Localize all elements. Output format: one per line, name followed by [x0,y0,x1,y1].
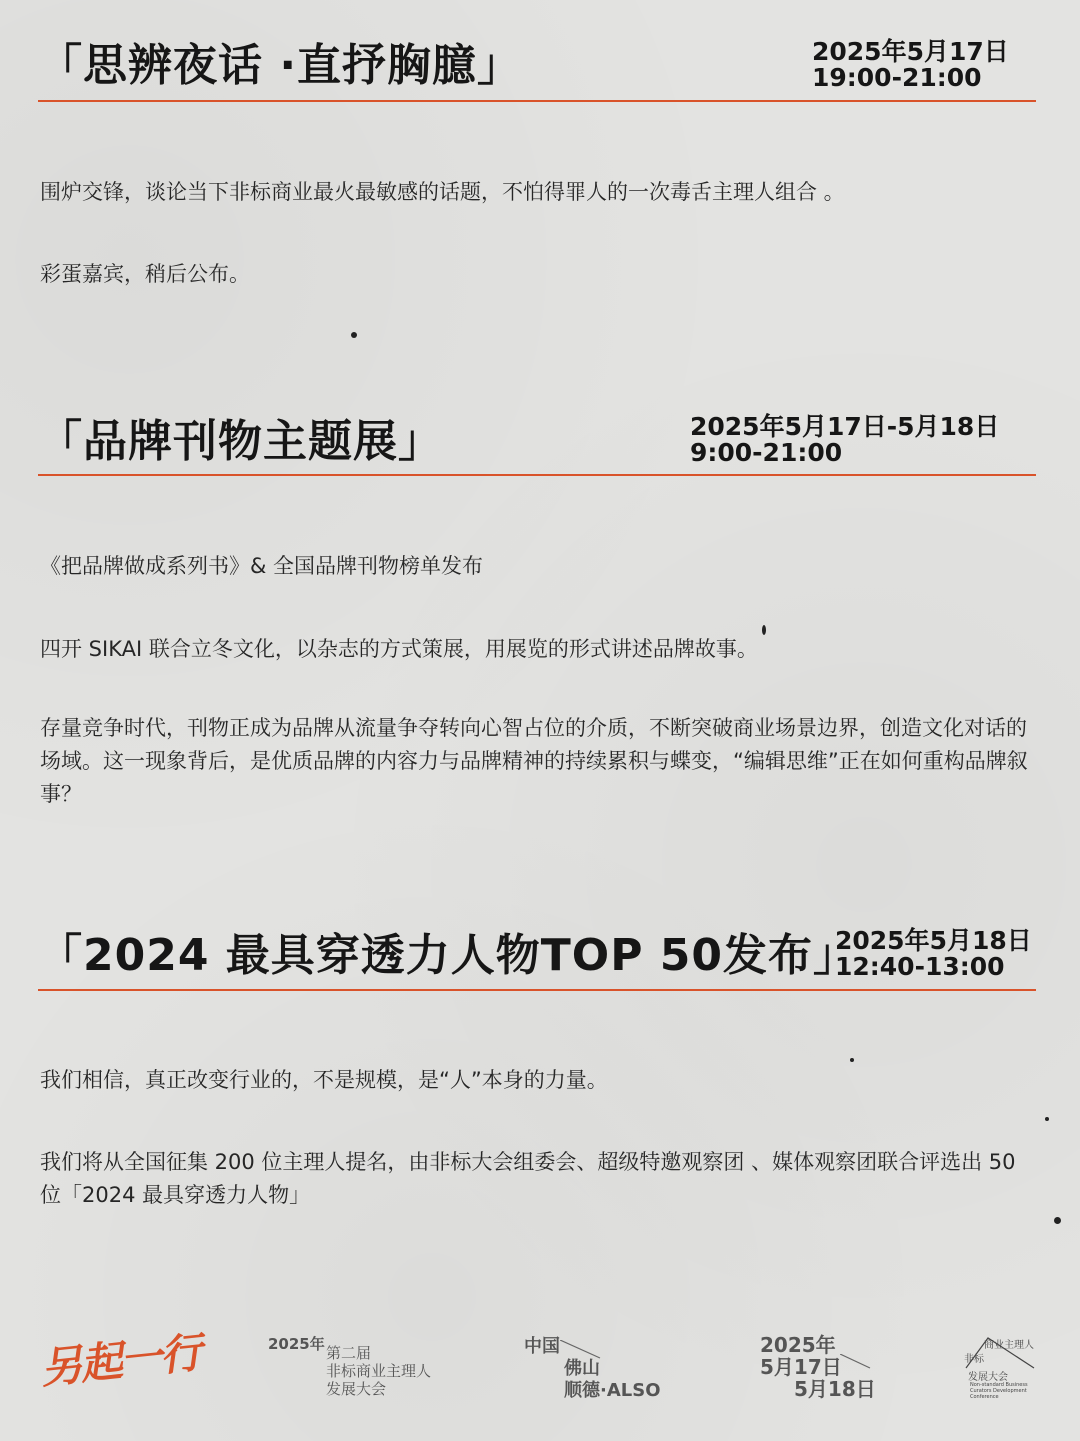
dates-slash-lines [840,1354,880,1384]
section-3-paragraph-2: 我们将从全国征集 200 位主理人提名，由非标大会组委会、超级特邀观察团 、媒体观察团联合评选出 50 位「2024 最具穿透力人物」 [40,1150,1016,1207]
section-2-datetime [690,414,999,466]
event-date-end: 5月18日 [794,1377,876,1401]
section-2-paragraph-3: 存量竞争时代，刊物正成为品牌从流量争夺转向心智占位的介质，不断突破商业场景边界，创造文化对话的场域。这一现象背后，是优质品牌的内容力与品牌精神的持续累积与蝶变，“编辑思维”正在如何重构品牌叙事？ [40,716,1028,806]
section-3-paragraph-1: 我们相信，真正改变行业的，不是规模，是“人”本身的力量。 [40,1068,608,1092]
signature-logo: 另起一行 [38,1327,203,1394]
section-1-date: 2025年5月17日 [812,37,1009,66]
section-1-paragraph-1: 围炉交锋，谈论当下非标商业最火最敏感的话题，不怕得罪人的一次毒舌主理人组合 。 [40,180,845,204]
paper-speck [351,332,357,338]
location-slash-lines [560,1340,620,1380]
section-2-date: 2025年5月17日-5月18日 [690,412,1000,441]
section-3-divider [38,989,1036,991]
section-1-title: 「思辨夜话 ·直抒胸臆」 [38,40,523,91]
conference-name [326,1344,431,1398]
section-2-paragraph-1: 《把品牌做成系列书》& 全国品牌刊物榜单发布 [40,554,484,578]
location-city: 佛山 [564,1358,600,1379]
section-3-title: 「2024 最具穿透力人物TOP 50发布」 [38,930,858,981]
section-3-date: 2025年5月18日 [835,926,1032,955]
paper-speck [1054,1217,1061,1224]
section-3-datetime [835,928,1032,980]
section-1-paragraph-2: 彩蛋嘉宾，稍后公布。 [40,262,250,286]
section-1-time: 19:00-21:00 [812,63,982,92]
section-2-title: 「品牌刊物主题展」 [38,416,443,467]
location-country: 中国 [524,1336,560,1357]
section-1-divider [38,100,1036,102]
section-2-divider [38,474,1036,476]
section-2-time: 9:00-21:00 [690,438,843,467]
section-1-datetime [812,39,1009,91]
location-venue: 顺德·ALSO [564,1380,661,1401]
badge-text: 非标 [964,1354,984,1365]
paper-speck [850,1058,854,1062]
conference-badge-logo [960,1332,1040,1400]
conference-year: 2025年 [268,1335,325,1353]
conference-title-line: 发展大会 [326,1380,387,1398]
event-date-start: 5月17日 [760,1355,842,1379]
badge-text: 商业主理人 [984,1340,1034,1351]
event-dates-year: 2025年 [760,1333,836,1357]
badge-english-text: Non-standard Business Curators Development Conference [970,1382,1028,1400]
badge-text: 发展大会 [968,1372,1008,1383]
paper-speck [1045,1117,1049,1121]
section-2-paragraph-2: 四开 SIKAI 联合立冬文化，以杂志的方式策展，用展览的形式讲述品牌故事。 [40,637,758,661]
conference-title-line: 非标商业主理人 [326,1362,432,1380]
conference-edition: 第二届 [326,1344,372,1362]
section-3-time: 12:40-13:00 [835,952,1005,981]
